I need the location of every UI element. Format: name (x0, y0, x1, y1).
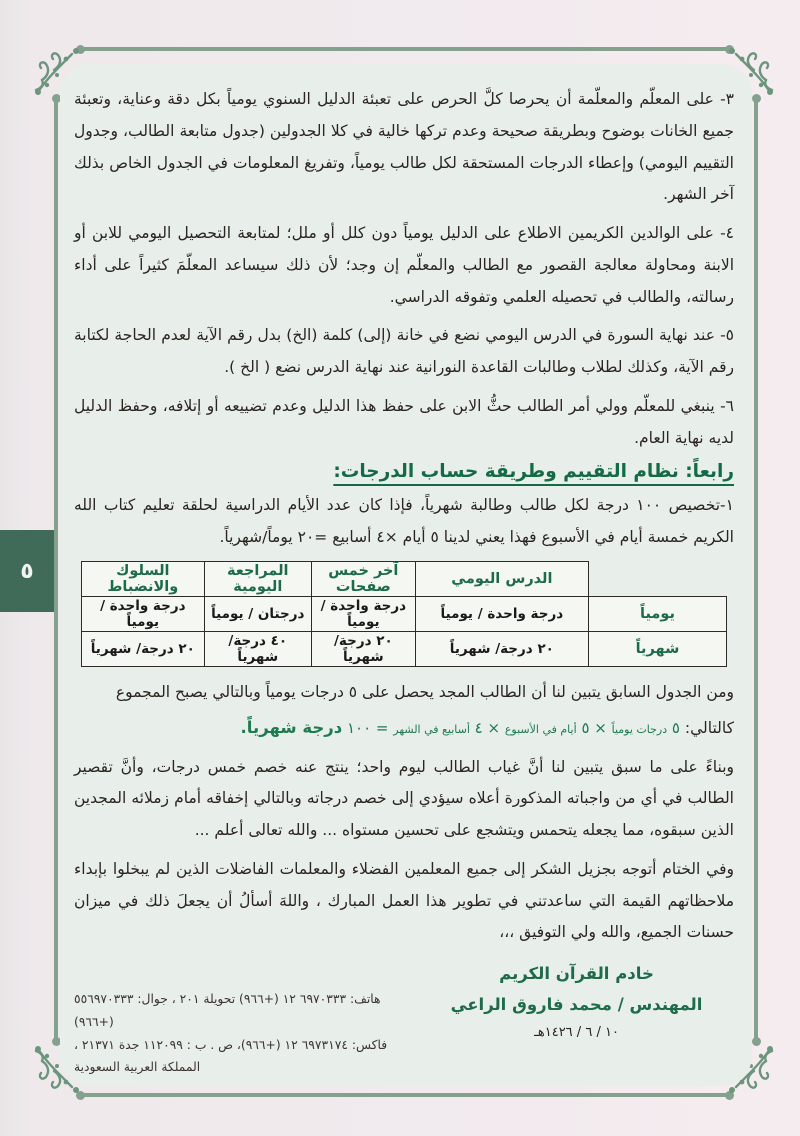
formula-seg-9: ١٠٠ (342, 718, 372, 737)
section-heading: رابعاً: نظام التقييم وطريقة حساب الدرجات: (333, 461, 734, 483)
formula-seg-0: ٥ (667, 718, 680, 737)
cell-review-daily: درجتان / يومياً (204, 596, 311, 631)
col-header-conduct-discipline: السلوك والانضباط (81, 561, 204, 596)
formula-seg-6: ٤ (469, 718, 483, 737)
formula-seg-8: = (371, 718, 394, 737)
note-absence: وبناءً على ما سبق يتبين لنا أنَّ غياب الطالب ليوم واحد؛ ينتج عنه خصم خمس درجات، وأنَّ تقصير الطالب في أي من واجباته المذكورة أعلاه سيؤدي إلى خصم درجاته وبالتالي إخفاقه أمام زملائه المجدين الذين سبقوه، مما يجعله يتحمس ويتشجع على تحسين مستواه ... والله تعالى أعلم ... (74, 757, 734, 840)
frame-left-line (54, 98, 58, 1042)
formula-seg-5: × (482, 718, 505, 737)
formula-seg-1: درجات يومياً (611, 722, 668, 736)
col-header-daily-review: المراجعة اليومية (204, 561, 311, 596)
paragraph-5: ٥- عند نهاية السورة في الدرس اليومي نضع في خانة (إلى) كلمة (الخ) بدل رقم الآية لعدم الحاجة لكتابة رقم الآية، وكذلك لطلاب وطالبات القاعدة النورانية عند نهاية الدرس نضع ( الخ ). (74, 326, 734, 377)
formula-seg-2: × (589, 718, 612, 737)
paragraph-4: ٤- على الوالدين الكريمين الاطلاع على الدليل يومياً دون كلل أو ملل؛ لمتابعة التحصيل اليومي للابن أو الابنة ومحاولة معالجة القصور مع الطالب والمعلّم إن وجد؛ لأن ذلك سيساعد المعلّمَ كثيراً على أداء رسالته، والطالب في تحصيله العلمي وتفوقه الدراسي. (74, 224, 734, 306)
formula-seg-4: أيام في الأسبوع (504, 722, 577, 736)
cell-conduct-monthly: ٢٠ درجة/ شهرياً (81, 631, 204, 666)
contact-block (74, 956, 419, 1079)
frame-bottom-line (80, 1093, 730, 1097)
cell-daily-lesson-daily: درجة واحدة / يومياً (416, 596, 588, 631)
col-header-last-five-pages: آخر خمس صفحات (311, 561, 416, 596)
note-thanks: وفي الختام أتوجه بجزيل الشكر إلى جميع المعلمين الفضلاء والمعلمات الفاضلات الذين لم يبخلوا بإبداء ملاحظاتهم القيمة التي ساعدتني في تطوير هذا العمل المبارك ، واللهَ أسألُ أن يجعلَ ذلك في ميزان حسنات الجميع، والله ولي التوفيق ،،، (74, 859, 734, 942)
row-label-daily: يومياً (588, 596, 727, 631)
table-header-row (81, 561, 727, 596)
formula-seg-10: درجة شهرياً. (240, 717, 343, 737)
cell-pages-daily: درجة واحدة / يومياً (311, 596, 416, 631)
scoring-table (81, 561, 728, 667)
page-number: ٥ (20, 558, 34, 584)
page-number-tab (0, 530, 54, 612)
row-label-monthly: شهرياً (588, 631, 727, 666)
paragraph-1-scoring: ١-تخصيص ١٠٠ درجة لكل طالب وطالبة شهرياً، فإذا كان عدد الأيام الدراسية لحلقة تعليم كتاب الله الكريم خمسة أيام في الأسبوع فهذا يعني لدينا ٥ أيام ×٤ أسابيع =٢٠ يوماً/شهرياً. (74, 496, 734, 547)
contact-fax: فاكس: ٦٩٧٣١٧٤ ١٢ (+٩٦٦)، ص . ب : ١١٢٠٩٩ جدة ٢١٣٧١ ، المملكة العربية السعودية (74, 1037, 388, 1075)
table-row-daily (81, 596, 727, 631)
signature-name: المهندس / محمد فاروق الراعي (450, 995, 703, 1015)
contact-phone: هاتف: ٦٩٧٠٣٣٣ ١٢ (+٩٦٦) تحويلة ٢٠١ ، جوال: ٥٥٦٩٧٠٣٣٣ (+٩٦٦) (74, 992, 381, 1029)
summary-formula-line (74, 711, 734, 745)
col-header-daily-lesson: الدرس اليومي (416, 561, 588, 596)
summary-intro: ومن الجدول السابق يتبين لنا أن الطالب المجد يحصل على ٥ درجات يومياً وبالتالي يصبح المجموع (115, 682, 734, 701)
frame-top-line (80, 47, 730, 51)
formula-seg-3: ٥ (576, 718, 590, 737)
cell-daily-lesson-monthly: ٢٠ درجة/ شهرياً (416, 631, 588, 666)
formula-seg-7: أسابيع في الشهر (393, 722, 470, 736)
cell-pages-monthly: ٢٠ درجة/ شهرياً (311, 631, 416, 666)
cell-review-monthly: ٤٠ درجة/ شهرياً (204, 631, 311, 666)
signature-date: ١٠ / ٦ / ١٤٢٦هـ (534, 1024, 619, 1040)
footer (74, 956, 734, 1079)
table-corner-cell (588, 561, 727, 596)
paragraph-6: ٦- ينبغي للمعلّم وولي أمر الطالب حثُّ الابن على حفظ هذا الدليل وعدم تضييعه أو إتلافه، وحفظ الدليل لديه نهاية العام. (74, 396, 734, 447)
content-panel (60, 64, 752, 1086)
frame-right-line (754, 98, 758, 1042)
formula-prefix: كالتالي: (679, 718, 734, 737)
signature-block (419, 956, 734, 1079)
paragraph-3: ٣- على المعلّم والمعلّمة أن يحرصا كلَّ الحرص على تعبئة الدليل السنوي يومياً بكل دقة وعناية، وتعبئة جميع الخانات بوضوح وبطريقة صحيحة وعدم تركها خالية في كلا الجدولين (جدول متابعة الطالب، وجدول التقييم اليومي) وإعطاء الدرجات المستحقة لكل طالب يومياً، وتفريغ المعلومات في الجدول الخاص بذلك آخر الشهر. (74, 90, 734, 204)
signature-title: خادم القرآن الكريم (499, 964, 654, 984)
table-row-monthly (81, 631, 727, 666)
cell-conduct-daily: درجة واحدة / يومياً (81, 596, 204, 631)
